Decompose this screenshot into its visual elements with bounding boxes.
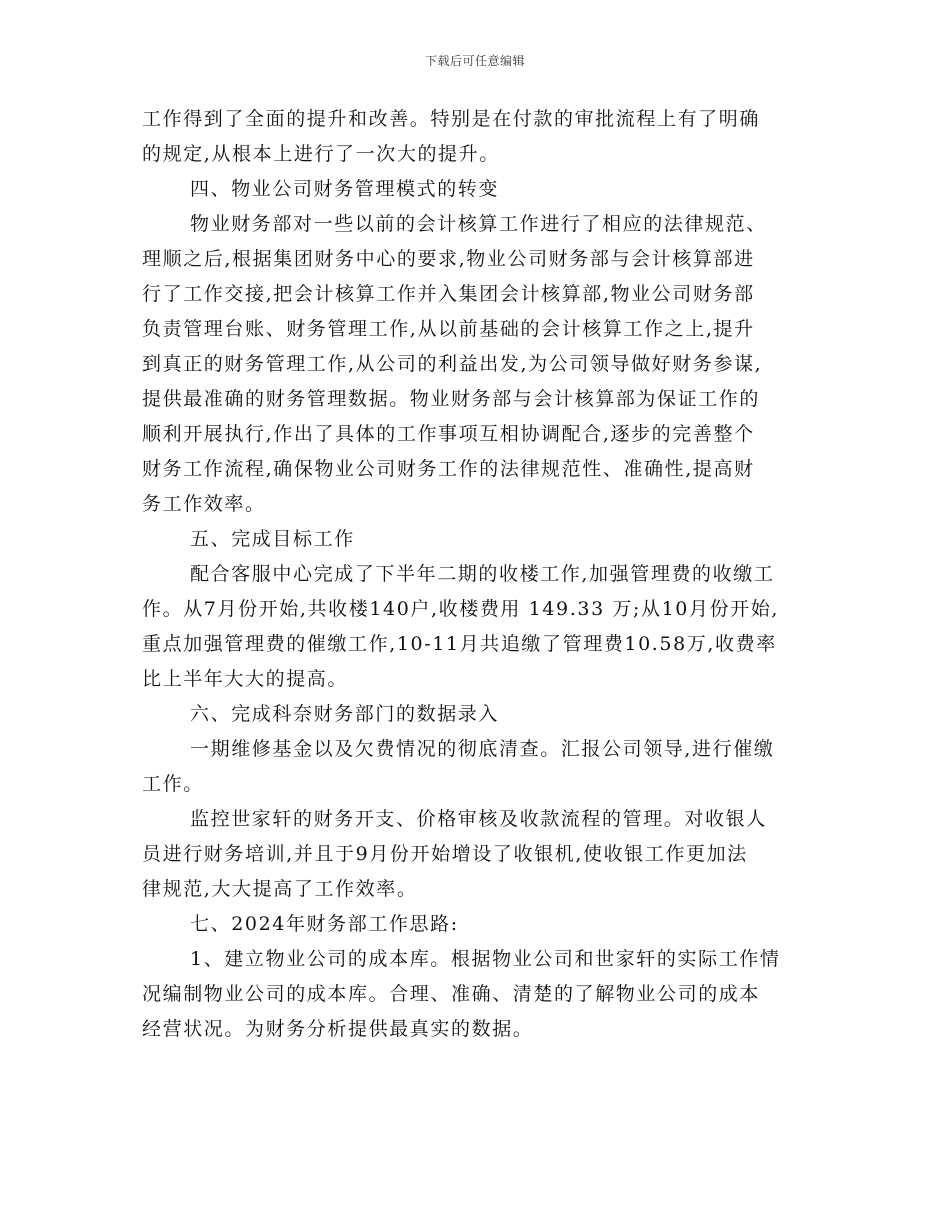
text-line: 理顺之后,根据集团财务中心的要求,物业公司财务部与会计核算部进	[142, 248, 755, 270]
paragraph	[142, 557, 822, 697]
text-line: 配合客服中心完成了下半年二期的收楼工作,加强管理费的收缴工	[190, 563, 775, 585]
text-line: 务工作效率。	[142, 493, 266, 515]
paragraph	[142, 172, 822, 207]
text-line: 况编制物业公司的成本库。合理、准确、清楚的了解物业公司的成本	[142, 983, 761, 1005]
text-line: 财务工作流程,确保物业公司财务工作的法律规范性、准确性,提高财	[142, 458, 755, 480]
text-line: 比上半年大大的提高。	[142, 668, 349, 690]
paragraph	[142, 207, 822, 522]
page-header: 下载后可任意编辑	[424, 54, 525, 68]
text-line: 监控世家轩的财务开支、价格审核及收款流程的管理。对收银人	[190, 808, 767, 830]
text-line: 经营状况。为财务分析提供最真实的数据。	[142, 1018, 534, 1040]
paragraph	[142, 697, 822, 732]
text-line: 作。从7月份开始,共收楼140户,收楼费用 149.33 万;从10月份开始,	[142, 598, 780, 620]
text-line: 负责管理台账、财务管理工作,从以前基础的会计核算工作之上,提升	[142, 318, 755, 340]
paragraph	[142, 522, 822, 557]
text-line: 重点加强管理费的催缴工作,10-11月共追缴了管理费10.58万,收费率	[142, 633, 777, 655]
text-line: 到真正的财务管理工作,从公司的利益出发,为公司领导做好财务参谋,	[142, 353, 763, 375]
text-line: 七、2024年财务部工作思路:	[190, 913, 459, 935]
paragraph	[142, 102, 822, 172]
text-line: 的规定,从根本上进行了一次大的提升。	[142, 143, 500, 165]
text-line: 工作得到了全面的提升和改善。特别是在付款的审批流程上有了明确	[142, 108, 761, 130]
paragraph	[142, 907, 822, 942]
text-line: 五、完成目标工作	[190, 528, 355, 550]
paragraph	[142, 942, 822, 1047]
paragraph	[142, 732, 822, 802]
text-line: 提供最准确的财务管理数据。物业财务部与会计核算部为保证工作的	[142, 388, 761, 410]
text-line: 1、建立物业公司的成本库。根据物业公司和世家轩的实际工作情	[190, 948, 781, 970]
text-line: 工作。	[142, 773, 204, 795]
text-line: 六、完成科奈财务部门的数据录入	[190, 703, 500, 725]
text-line: 行了工作交接,把会计核算工作并入集团会计核算部,物业公司财务部	[142, 283, 755, 305]
text-line: 物业财务部对一些以前的会计核算工作进行了相应的法律规范、	[190, 213, 767, 235]
text-line: 四、物业公司财务管理模式的转变	[190, 178, 500, 200]
text-line: 顺利开展执行,作出了具体的工作事项互相协调配合,逐步的完善整个	[142, 423, 755, 445]
text-line: 一期维修基金以及欠费情况的彻底清查。汇报公司领导,进行催缴	[190, 738, 775, 760]
document-body	[142, 102, 822, 1047]
text-line: 员进行财务培训,并且于9月份开始增设了收银机,使收银工作更加法	[142, 843, 748, 865]
paragraph	[142, 802, 822, 907]
text-line: 律规范,大大提高了工作效率。	[142, 878, 418, 900]
